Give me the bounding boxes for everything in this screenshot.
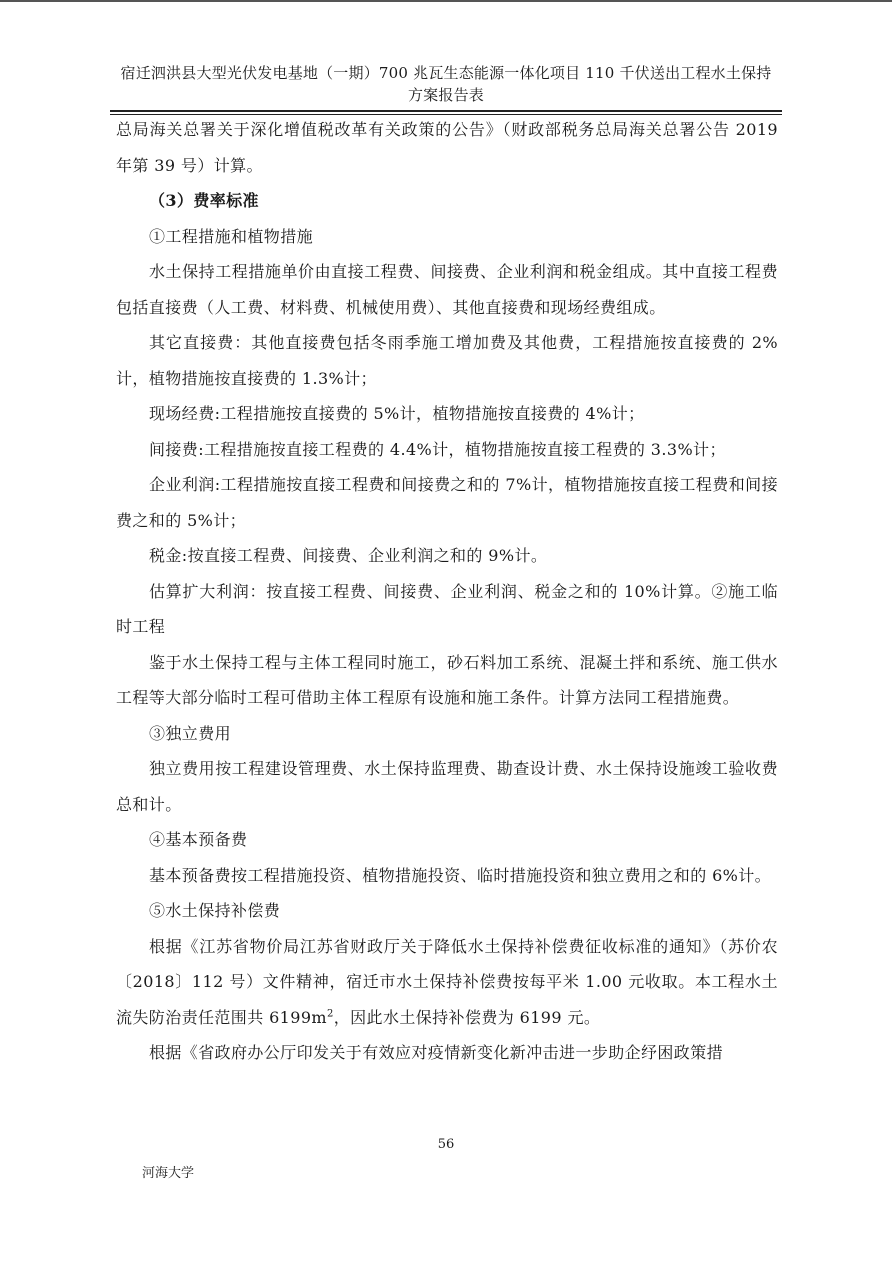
page-number: 56	[437, 1137, 455, 1152]
header-title-line-2: 方案报告表	[407, 86, 484, 104]
document-body	[116, 112, 778, 1071]
subheading-compensation-fee: ⑤水土保持补偿费	[149, 901, 281, 920]
subheading-basic-reserve: ④基本预备费	[149, 830, 248, 849]
paragraph-unit-price: 水土保持工程措施单价由直接工程费、间接费、企业利润和税金组成。其中直接工程费包括直接费（人工费、材料费、机械使用费）、其他直接费和现场经费组成。	[116, 262, 778, 317]
compensation-text-main: 根据《江苏省物价局江苏省财政厅关于降低水土保持补偿费征收标准的通知》（苏价农〔2018〕112 号）文件精神，宿迁市水土保持补偿费按每平米 1.00 元收取。本工程水土流失防治责任范围共 6199m	[116, 936, 778, 1027]
compensation-text-tail: ，因此水土保持补偿费为 6199 元。	[333, 1007, 601, 1027]
section-heading-rate-standard: （3）费率标准	[149, 191, 259, 210]
paragraph-indirect-fee: 间接费:工程措施按直接工程费的 4.4%计，植物措施按直接工程费的 3.3%计；	[149, 439, 726, 459]
paragraph-compensation-fee	[116, 929, 778, 1036]
top-border-line	[0, 0, 892, 2]
paragraph-other-direct-fee: 其它直接费：其他直接费包括冬雨季施工增加费及其他费，工程措施按直接费的 2%计，植物措施按直接费的 1.3%计；	[116, 333, 778, 388]
header-title-line-1: 宿迁泗洪县大型光伏发电基地（一期）700 兆瓦生态能源一体化项目 110 千伏送出工程水土保持	[120, 64, 772, 82]
footer-organization: 河海大学	[142, 1166, 195, 1181]
subheading-independent-fee: ③独立费用	[149, 723, 232, 743]
paragraph-policy-reference: 根据《省政府办公厅印发关于有效应对疫情新变化新冲击进一步助企纾困政策措	[149, 1043, 724, 1062]
area-unit-superscript: 2	[326, 1008, 334, 1020]
subheading-engineering-plant-measures: ①工程措施和植物措施	[149, 226, 314, 246]
paragraph-enterprise-profit: 企业利润:工程措施按直接工程费和间接费之和的 7%计，植物措施按直接工程费和间接费之和的 5%计；	[116, 475, 778, 530]
paragraph-site-fee: 现场经费:工程措施按直接费的 5%计，植物措施按直接费的 4%计；	[149, 404, 645, 423]
paragraph-temporary-works: 鉴于水土保持工程与主体工程同时施工，砂石料加工系统、混凝土拌和系统、施工供水工程等大部分临时工程可借助主体工程原有设施和施工条件。计算方法同工程措施费。	[116, 652, 778, 707]
page-header	[110, 62, 782, 106]
paragraph-independent-fee: 独立费用按工程建设管理费、水土保持监理费、勘查设计费、水土保持设施竣工验收费总和计。	[116, 759, 778, 814]
paragraph-tax: 税金:按直接工程费、间接费、企业利润之和的 9%计。	[149, 546, 548, 565]
paragraph-expanded-profit: 估算扩大利润：按直接工程费、间接费、企业利润、税金之和的 10%计算。②施工临时工程	[116, 581, 778, 636]
paragraph-1: 总局海关总署关于深化增值税改革有关政策的公告》（财政部税务总局海关总署公告 2019 年第 39 号）计算。	[116, 120, 778, 175]
paragraph-basic-reserve: 基本预备费按工程措施投资、植物措施投资、临时措施投资和独立费用之和的 6%计。	[149, 865, 772, 885]
